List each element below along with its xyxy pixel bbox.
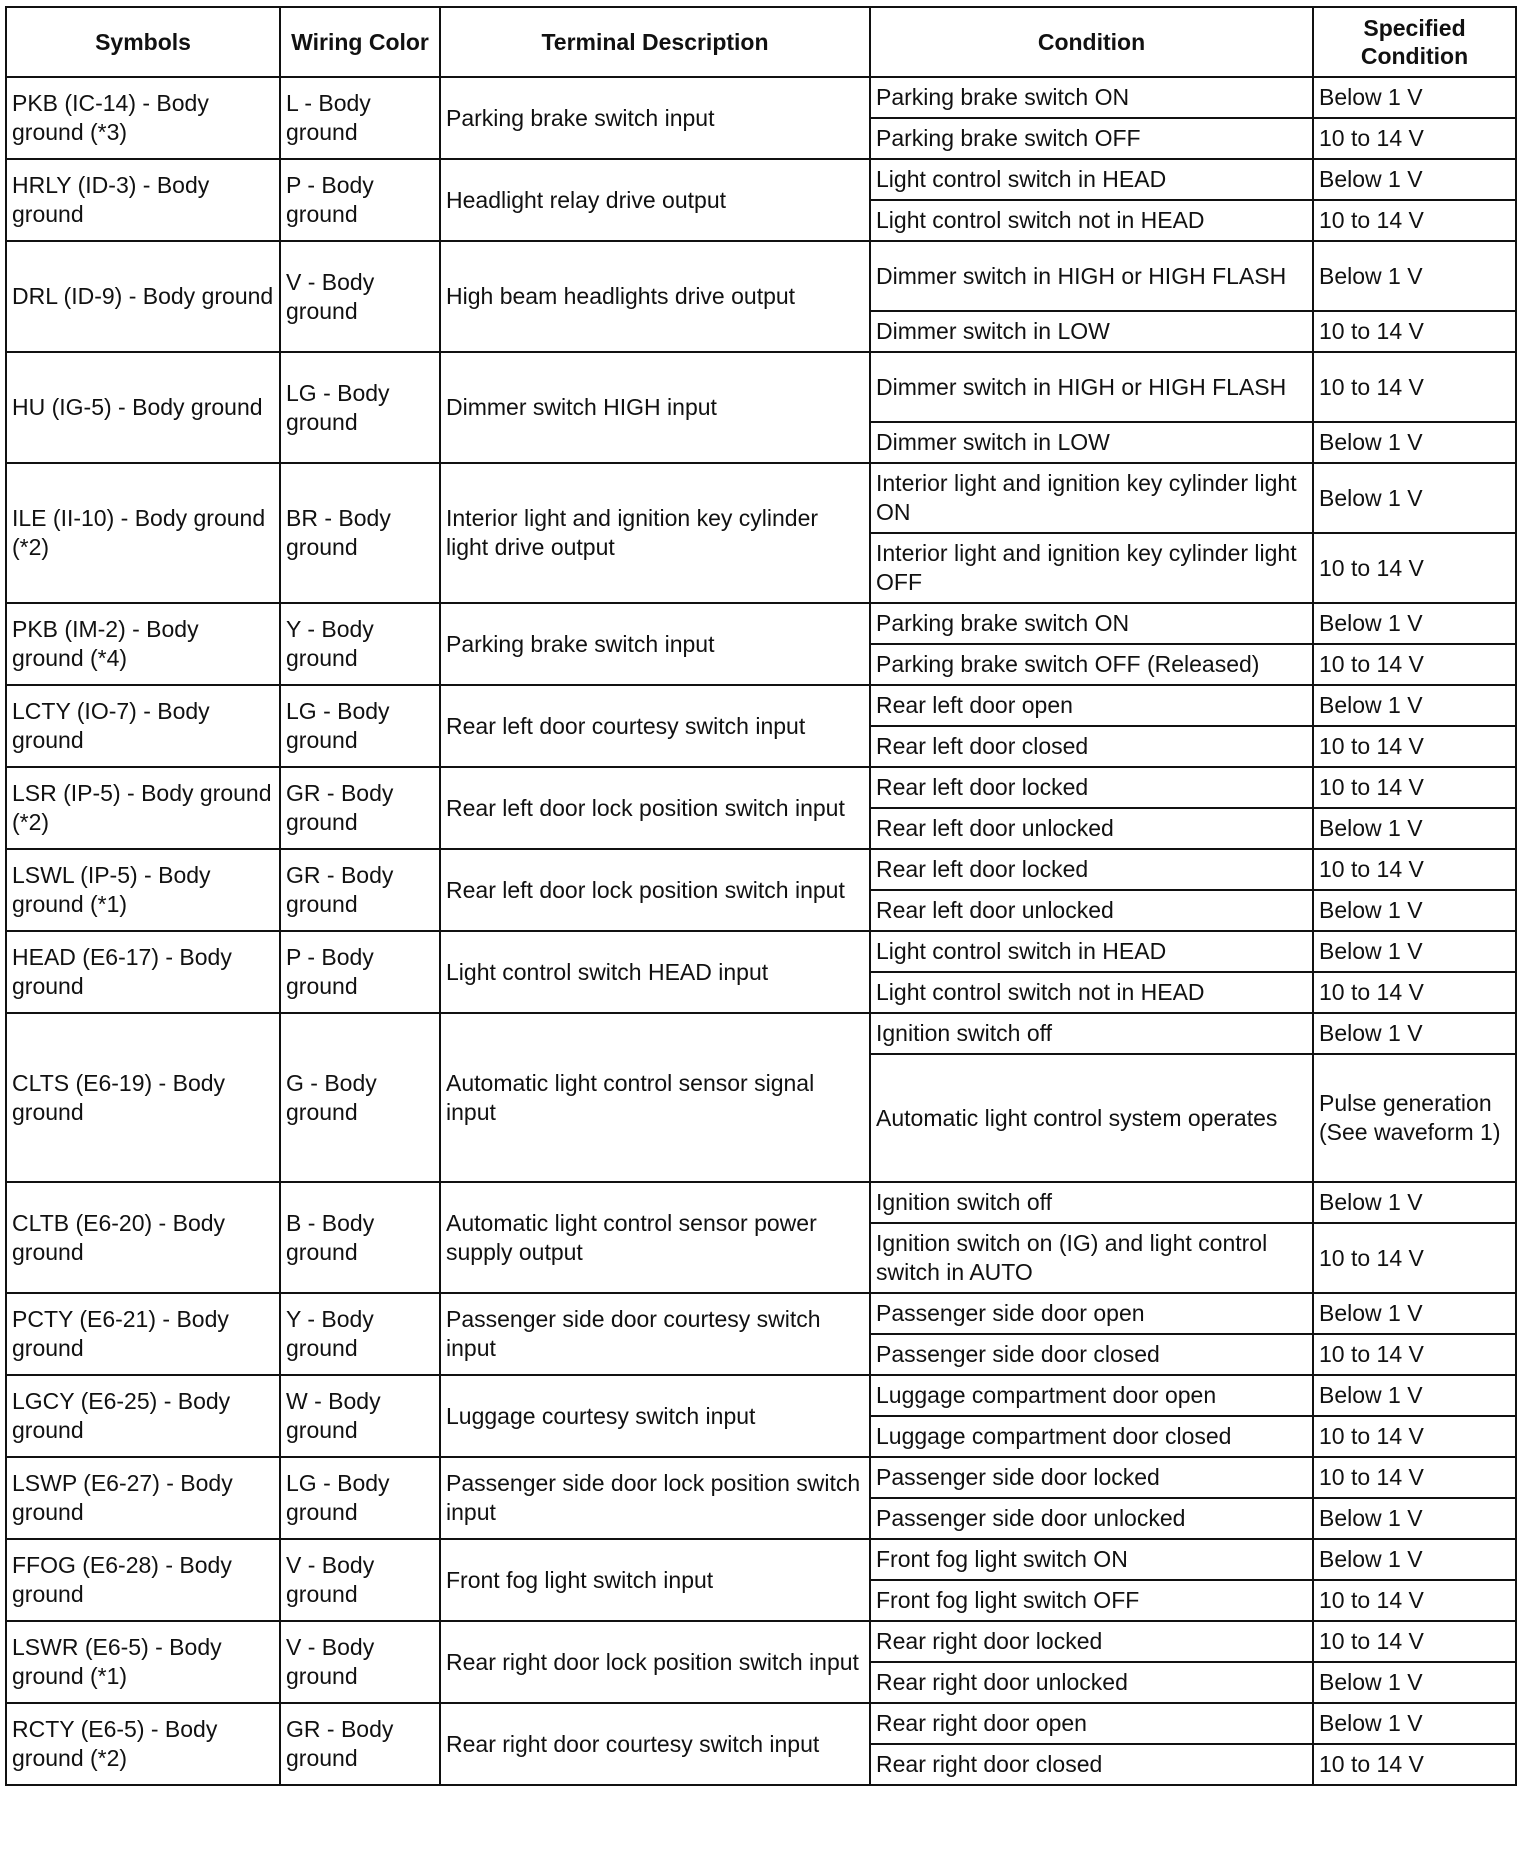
specified-condition-cell: Below 1 V [1313,77,1516,118]
table-header [6,7,1516,77]
condition-cell: Parking brake switch ON [870,603,1313,644]
table-row [6,1539,1516,1580]
condition-cell: Parking brake switch ON [870,77,1313,118]
symbol-cell: PCTY (E6-21) - Body ground [6,1293,280,1375]
terminal-description-cell: Passenger side door lock position switch input [440,1457,870,1539]
table-row [6,1703,1516,1744]
terminal-description-cell: Automatic light control sensor power supply output [440,1182,870,1293]
table-row [6,1293,1516,1334]
specified-condition-cell: 10 to 14 V [1313,1223,1516,1293]
wiring-color-cell: L - Body ground [280,77,440,159]
specified-condition-cell: 10 to 14 V [1313,200,1516,241]
specified-condition-cell: 10 to 14 V [1313,726,1516,767]
wiring-color-cell: Y - Body ground [280,1293,440,1375]
terminal-description-cell: Interior light and ignition key cylinder light drive output [440,463,870,603]
condition-cell: Dimmer switch in HIGH or HIGH FLASH [870,352,1313,422]
terminal-description-cell: Passenger side door courtesy switch input [440,1293,870,1375]
wiring-color-cell: LG - Body ground [280,685,440,767]
wiring-color-cell: Y - Body ground [280,603,440,685]
symbol-cell: HU (IG-5) - Body ground [6,352,280,463]
terminal-spec-table [5,6,1517,1786]
specified-condition-cell: Below 1 V [1313,1182,1516,1223]
specified-condition-cell: Below 1 V [1313,1293,1516,1334]
specified-condition-cell: Below 1 V [1313,1539,1516,1580]
condition-cell: Dimmer switch in LOW [870,422,1313,463]
terminal-spec-table-wrapper [5,6,1517,1786]
table-row [6,685,1516,726]
table-row [6,849,1516,890]
specified-condition-cell: 10 to 14 V [1313,1416,1516,1457]
table-row [6,931,1516,972]
condition-cell: Passenger side door open [870,1293,1313,1334]
condition-cell: Parking brake switch OFF [870,118,1313,159]
specified-condition-cell: Below 1 V [1313,159,1516,200]
specified-condition-cell: Below 1 V [1313,890,1516,931]
wiring-color-cell: BR - Body ground [280,463,440,603]
condition-cell: Rear right door closed [870,1744,1313,1785]
header-wiring-color: Wiring Color [280,7,440,77]
specified-condition-cell: Below 1 V [1313,241,1516,311]
specified-condition-cell: 10 to 14 V [1313,1457,1516,1498]
wiring-color-cell: LG - Body ground [280,352,440,463]
terminal-description-cell: Rear left door lock position switch input [440,767,870,849]
specified-condition-cell: Below 1 V [1313,1375,1516,1416]
terminal-description-cell: Front fog light switch input [440,1539,870,1621]
specified-condition-cell: 10 to 14 V [1313,1580,1516,1621]
specified-condition-cell: Below 1 V [1313,808,1516,849]
symbol-cell: PKB (IC-14) - Body ground (*3) [6,77,280,159]
specified-condition-cell: Below 1 V [1313,1662,1516,1703]
symbol-cell: HEAD (E6-17) - Body ground [6,931,280,1013]
specified-condition-cell: 10 to 14 V [1313,533,1516,603]
condition-cell: Rear left door unlocked [870,890,1313,931]
specified-condition-cell: 10 to 14 V [1313,118,1516,159]
specified-condition-cell: Below 1 V [1313,1703,1516,1744]
specified-condition-cell: 10 to 14 V [1313,1744,1516,1785]
wiring-color-cell: W - Body ground [280,1375,440,1457]
condition-cell: Luggage compartment door closed [870,1416,1313,1457]
condition-cell: Light control switch not in HEAD [870,972,1313,1013]
header-specified-condition: Specified Condition [1313,7,1516,77]
specified-condition-cell: 10 to 14 V [1313,1334,1516,1375]
condition-cell: Parking brake switch OFF (Released) [870,644,1313,685]
terminal-description-cell: Parking brake switch input [440,77,870,159]
specified-condition-cell: 10 to 14 V [1313,352,1516,422]
terminal-description-cell: Rear right door lock position switch input [440,1621,870,1703]
condition-cell: Rear left door locked [870,849,1313,890]
specified-condition-cell: Pulse generation (See waveform 1) [1313,1054,1516,1182]
wiring-color-cell: GR - Body ground [280,849,440,931]
condition-cell: Rear right door open [870,1703,1313,1744]
table-row [6,77,1516,118]
specified-condition-cell: Below 1 V [1313,422,1516,463]
condition-cell: Automatic light control system operates [870,1054,1313,1182]
table-row [6,159,1516,200]
terminal-description-cell: Rear left door lock position switch input [440,849,870,931]
specified-condition-cell: Below 1 V [1313,1013,1516,1054]
symbol-cell: LSWP (E6-27) - Body ground [6,1457,280,1539]
condition-cell: Light control switch in HEAD [870,159,1313,200]
condition-cell: Passenger side door locked [870,1457,1313,1498]
terminal-description-cell: Luggage courtesy switch input [440,1375,870,1457]
terminal-description-cell: Light control switch HEAD input [440,931,870,1013]
symbol-cell: HRLY (ID-3) - Body ground [6,159,280,241]
condition-cell: Dimmer switch in LOW [870,311,1313,352]
wiring-color-cell: GR - Body ground [280,767,440,849]
symbol-cell: LCTY (IO-7) - Body ground [6,685,280,767]
condition-cell: Light control switch in HEAD [870,931,1313,972]
condition-cell: Rear left door open [870,685,1313,726]
table-row [6,603,1516,644]
condition-cell: Rear left door closed [870,726,1313,767]
specified-condition-cell: Below 1 V [1313,463,1516,533]
table-row [6,767,1516,808]
wiring-color-cell: V - Body ground [280,241,440,352]
symbol-cell: LSR (IP-5) - Body ground (*2) [6,767,280,849]
specified-condition-cell: 10 to 14 V [1313,849,1516,890]
table-row [6,352,1516,422]
specified-condition-cell: 10 to 14 V [1313,972,1516,1013]
symbol-cell: LSWL (IP-5) - Body ground (*1) [6,849,280,931]
table-row [6,1457,1516,1498]
specified-condition-cell: 10 to 14 V [1313,311,1516,352]
symbol-cell: FFOG (E6-28) - Body ground [6,1539,280,1621]
condition-cell: Ignition switch off [870,1182,1313,1223]
condition-cell: Front fog light switch OFF [870,1580,1313,1621]
condition-cell: Dimmer switch in HIGH or HIGH FLASH [870,241,1313,311]
wiring-color-cell: P - Body ground [280,159,440,241]
condition-cell: Passenger side door closed [870,1334,1313,1375]
table-row [6,1182,1516,1223]
header-symbols: Symbols [6,7,280,77]
table-row [6,241,1516,311]
specified-condition-cell: Below 1 V [1313,1498,1516,1539]
terminal-description-cell: Parking brake switch input [440,603,870,685]
terminal-description-cell: Automatic light control sensor signal input [440,1013,870,1182]
wiring-color-cell: V - Body ground [280,1539,440,1621]
specified-condition-cell: Below 1 V [1313,603,1516,644]
specified-condition-cell: Below 1 V [1313,685,1516,726]
symbol-cell: ILE (II-10) - Body ground (*2) [6,463,280,603]
condition-cell: Interior light and ignition key cylinder light ON [870,463,1313,533]
terminal-description-cell: Rear right door courtesy switch input [440,1703,870,1785]
terminal-description-cell: Headlight relay drive output [440,159,870,241]
specified-condition-cell: 10 to 14 V [1313,1621,1516,1662]
table-row [6,1621,1516,1662]
specified-condition-cell: 10 to 14 V [1313,644,1516,685]
condition-cell: Front fog light switch ON [870,1539,1313,1580]
condition-cell: Ignition switch on (IG) and light control switch in AUTO [870,1223,1313,1293]
condition-cell: Light control switch not in HEAD [870,200,1313,241]
condition-cell: Rear left door locked [870,767,1313,808]
symbol-cell: DRL (ID-9) - Body ground [6,241,280,352]
condition-cell: Passenger side door unlocked [870,1498,1313,1539]
condition-cell: Interior light and ignition key cylinder light OFF [870,533,1313,603]
wiring-color-cell: B - Body ground [280,1182,440,1293]
condition-cell: Luggage compartment door open [870,1375,1313,1416]
condition-cell: Rear left door unlocked [870,808,1313,849]
symbol-cell: LSWR (E6-5) - Body ground (*1) [6,1621,280,1703]
specified-condition-cell: 10 to 14 V [1313,767,1516,808]
specified-condition-cell: Below 1 V [1313,931,1516,972]
symbol-cell: LGCY (E6-25) - Body ground [6,1375,280,1457]
terminal-description-cell: Rear left door courtesy switch input [440,685,870,767]
table-row [6,463,1516,533]
header-condition: Condition [870,7,1313,77]
condition-cell: Rear right door locked [870,1621,1313,1662]
terminal-description-cell: High beam headlights drive output [440,241,870,352]
wiring-color-cell: V - Body ground [280,1621,440,1703]
symbol-cell: RCTY (E6-5) - Body ground (*2) [6,1703,280,1785]
symbol-cell: PKB (IM-2) - Body ground (*4) [6,603,280,685]
wiring-color-cell: P - Body ground [280,931,440,1013]
header-terminal-description: Terminal Description [440,7,870,77]
condition-cell: Rear right door unlocked [870,1662,1313,1703]
table-row [6,1013,1516,1054]
terminal-description-cell: Dimmer switch HIGH input [440,352,870,463]
table-body [6,77,1516,1785]
condition-cell: Ignition switch off [870,1013,1313,1054]
symbol-cell: CLTB (E6-20) - Body ground [6,1182,280,1293]
symbol-cell: CLTS (E6-19) - Body ground [6,1013,280,1182]
wiring-color-cell: G - Body ground [280,1013,440,1182]
wiring-color-cell: LG - Body ground [280,1457,440,1539]
wiring-color-cell: GR - Body ground [280,1703,440,1785]
table-row [6,1375,1516,1416]
